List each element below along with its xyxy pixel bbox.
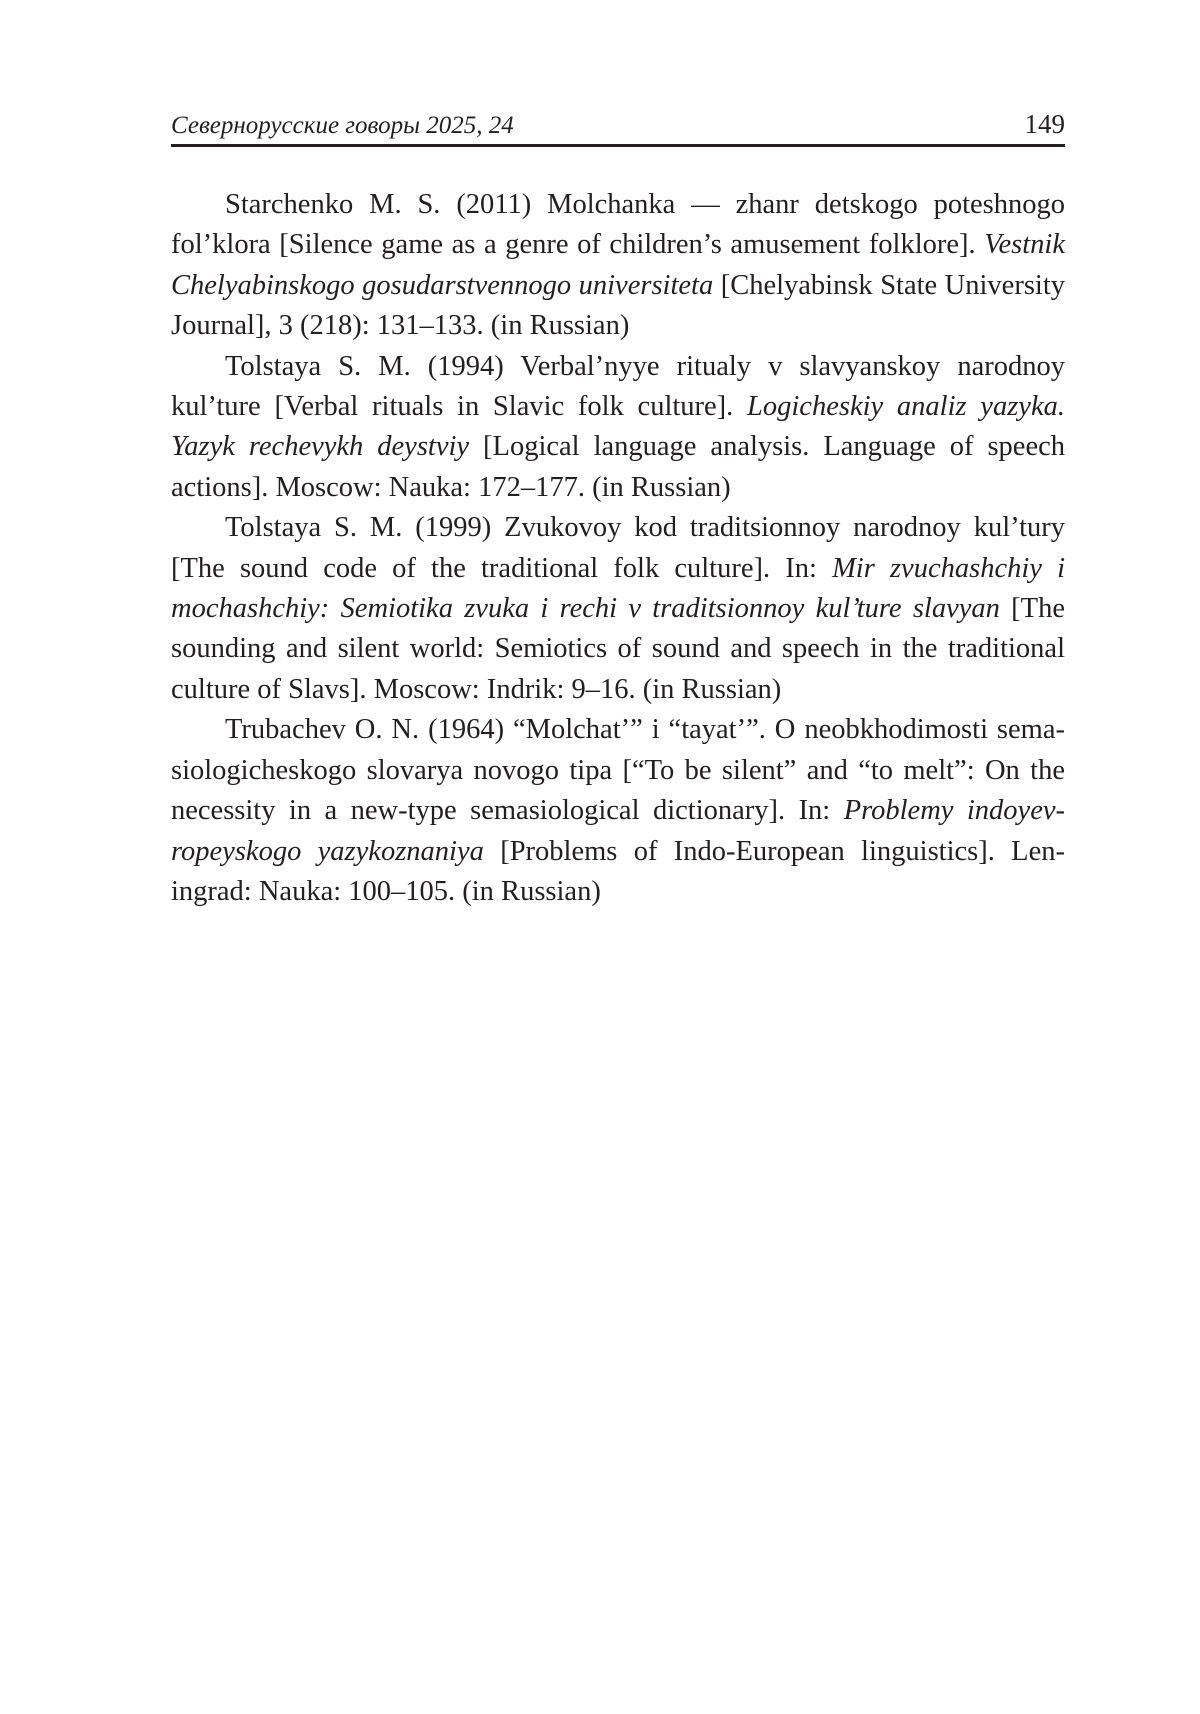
reference-text: Tolstaya S. M. (1994) Verbal’nyye ritualy v slavyanskoy narodnoy kul’ture [Verbal rituals in Slavic folk culture]. <box>171 350 1065 423</box>
reference-source-title: Vestnik Chelyabinskogo gosudarstvennogo universiteta <box>171 229 1065 301</box>
reference-source-title: Problemy indoyevropeyskogo yazykoznaniya <box>171 795 1065 867</box>
reference-text: Starchenko M. S. (2011) Molchanka — zhanr detskogo poteshnogo fol’klora [Silence game as a genre of children’s amusement folklore]. <box>171 189 1065 261</box>
reference-text: [Problems of Indo-European linguistics]. Leningrad: Nauka: 100–105. (in Russian) <box>171 835 1065 907</box>
reference-text: Trubachev O. N. (1964) “Molchat’” i “tayat’”. O neobkhodimosti semasiologicheskogo slovarya novogo tipa [“To be silent” and “to melt”: On the necessity in a new-type semasiological dictionary]. In: <box>171 714 1065 827</box>
reference-item <box>171 185 1065 347</box>
reference-text: [Chelyabinsk State University Journal], 3 (218): 131–133. (in Russian) <box>171 269 1066 342</box>
reference-source-title: Logicheskiy analiz yazyka. Yazyk rechevykh deystviy <box>171 391 1065 463</box>
page-number: 149 <box>1024 109 1065 139</box>
reference-list <box>171 185 1065 912</box>
reference-item <box>171 347 1065 509</box>
running-header <box>171 104 1065 147</box>
journal-title: Севернорусские говоры 2025, 24 <box>171 112 514 139</box>
reference-text: [Logical language analysis. Language of speech actions]. Moscow: Nauka: 172–177. (in Russian) <box>171 431 1065 503</box>
reference-text: [The sounding and silent world: Semiotics of sound and speech in the traditional culture of Slavs]. Moscow: Indrik: 9–16. (in Russian) <box>171 593 1065 705</box>
reference-text: Tolstaya S. M. (1999) Zvukovoy kod traditsionnoy narodnoy kul’tury [The sound code of the traditional folk culture]. In: <box>171 512 1065 584</box>
reference-source-title: Mir zvuchashchiy i mochashchiy: Semiotika zvuka i rechi v traditsionnoy kul’ture slavyan <box>171 552 1065 625</box>
reference-item <box>171 508 1065 710</box>
reference-item <box>171 710 1065 912</box>
